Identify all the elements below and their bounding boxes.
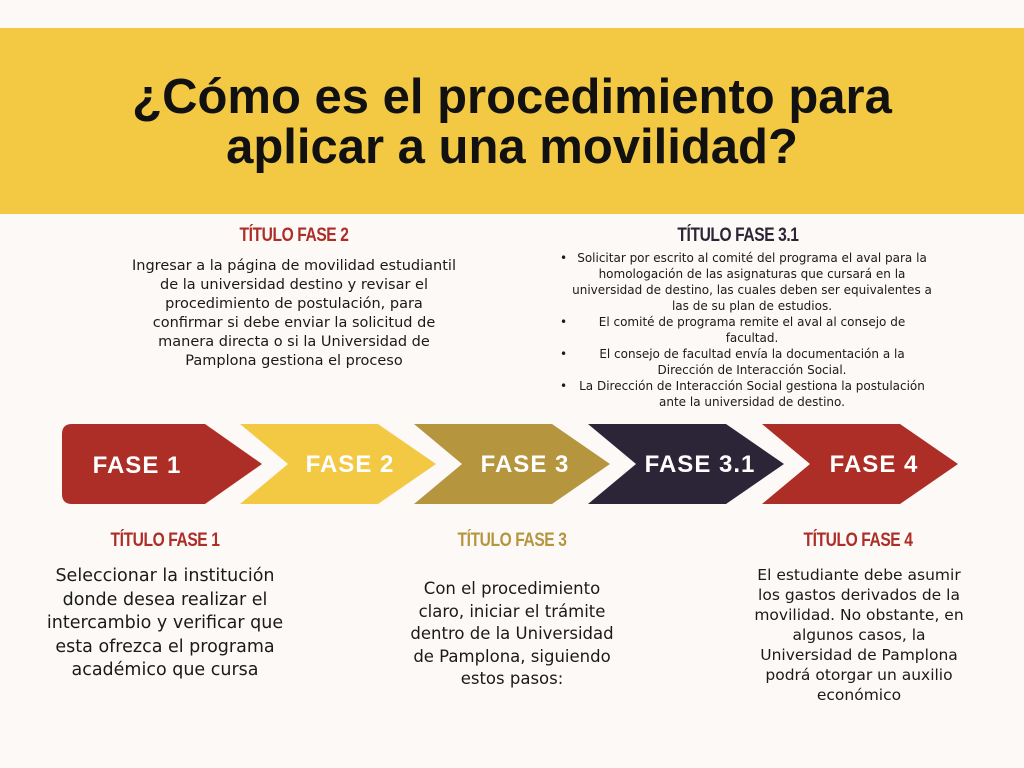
phase-4-description: El estudiante debe asumir los gastos derivados de la movilidad. No obstante, en algunos casos, la Universidad de Pamplona podrá otorgar un auxilio económico <box>754 566 964 704</box>
phase-3-description: Con el procedimiento claro, iniciar el trámite dentro de la Universidad de Pamplona, siguiendo estos pasos: <box>410 579 614 688</box>
phase-3-1-step: • El comité de programa remite el aval al consejo de facultad. <box>558 314 932 346</box>
page-title-line-2: aplicar a una movilidad? <box>226 120 798 174</box>
phase-arrow-2 <box>240 424 436 504</box>
phase-3-title: TÍTULO FASE 3 <box>457 530 567 551</box>
phase-arrow-1 <box>62 424 262 504</box>
phase-arrow-1-label: FASE 1 <box>92 452 182 479</box>
phase-arrow-3-1 <box>588 424 784 504</box>
phase-1-description: Seleccionar la institución donde desea realizar el intercambio y verificar que esta ofrezca el programa académico que cursa <box>46 566 284 680</box>
phase-arrow-4-label: FASE 4 <box>829 451 919 478</box>
phase-3-1-step: • El consejo de facultad envía la documentación a la Dirección de Interacción Social. <box>558 346 932 378</box>
phase-arrow-3 <box>414 424 610 504</box>
phase-arrows <box>0 420 1024 510</box>
phase-2-description: Ingresar a la página de movilidad estudiantil de la universidad destino y revisar el procedimiento de postulación, para confirmar si debe enviar la solicitud de manera directa o si la Universidad de Pamplona gestiona el proceso <box>132 258 456 369</box>
phase-arrow-3-label: FASE 3 <box>480 451 570 478</box>
phase-3-1-step: • La Dirección de Interacción Social gestiona la postulación ante la universidad de destino. <box>558 378 932 410</box>
phase-1-title: TÍTULO FASE 1 <box>110 530 220 551</box>
phase-3-1-step: • Solicitar por escrito al comité del programa el aval para la homologación de las asignaturas que cursará en la universidad de destino, las cuales deben ser equivalentes a las de su plan de estudios. <box>558 250 932 314</box>
phase-arrow-3-1-label: FASE 3.1 <box>644 451 756 478</box>
phase-2-title: TÍTULO FASE 2 <box>239 225 349 246</box>
page-title <box>0 72 1024 172</box>
phase-arrow-2-label: FASE 2 <box>305 451 395 478</box>
phase-3-1-steps-list <box>558 250 932 410</box>
phase-4-title: TÍTULO FASE 4 <box>803 530 913 551</box>
page-title-line-1: ¿Cómo es el procedimiento para <box>132 70 892 124</box>
phase-arrow-4 <box>762 424 958 504</box>
phase-3-1-title: TÍTULO FASE 3.1 <box>677 225 799 246</box>
